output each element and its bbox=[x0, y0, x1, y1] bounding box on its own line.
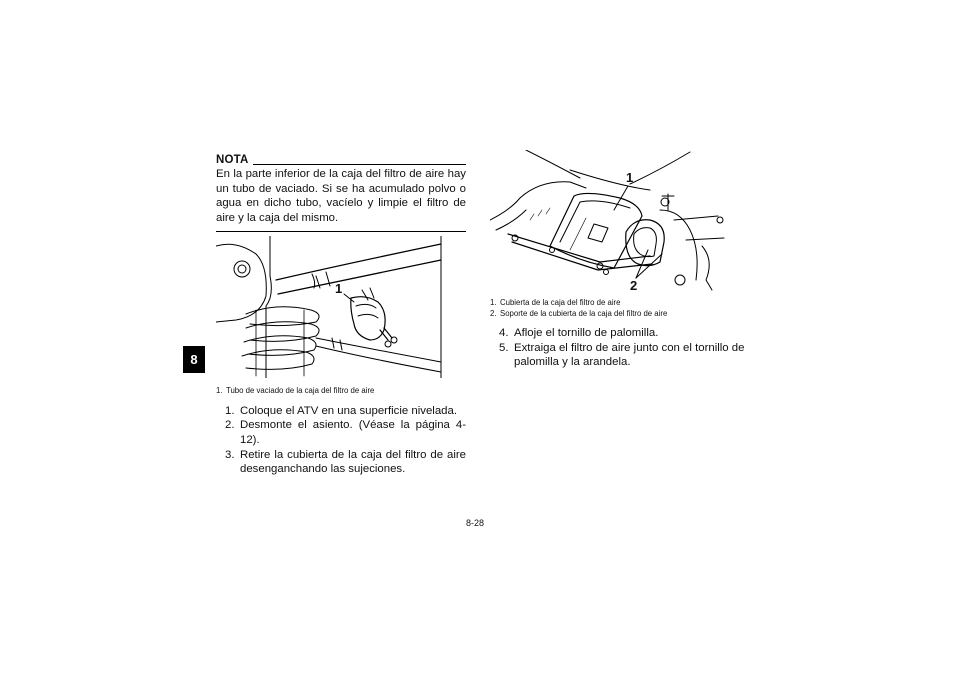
right-column bbox=[490, 150, 750, 370]
note-rule bbox=[253, 164, 466, 165]
note-label: NOTA bbox=[216, 154, 249, 166]
caption-item: 2. Soporte de la cubierta de la caja del filtro de aire bbox=[490, 309, 668, 318]
steps-list-left bbox=[216, 404, 466, 477]
figure-right-captions bbox=[490, 297, 750, 319]
page-number: 8-28 bbox=[466, 518, 485, 528]
caption-item: 1. Tubo de vaciado de la caja del filtro de aire bbox=[216, 385, 375, 395]
callout-1: 1 bbox=[626, 170, 634, 185]
steps-list-right bbox=[490, 326, 745, 370]
step-item: 1. Coloque el ATV en una superficie nivelada. bbox=[225, 404, 457, 417]
chapter-tab: 8 bbox=[183, 346, 205, 373]
drain-tube-illustration bbox=[216, 236, 466, 378]
left-column bbox=[216, 152, 466, 477]
note-header bbox=[216, 152, 466, 166]
step-item: 2. Desmonte el asiento. (Véase la página 4-12). bbox=[225, 419, 466, 446]
note-text: En la parte inferior de la caja del filtro de aire hay un tubo de vaciado. Si se ha acumulado polvo o agua en dicho tubo, vacíelo y limpie el filtro de aire y la caja del mismo. bbox=[216, 168, 466, 225]
step-item: 5. Extraiga el filtro de aire junto con el tornillo de palomilla y la arandela. bbox=[499, 341, 745, 369]
step-item: 3. Retire la cubierta de la caja del filtro de aire desenganchando las sujeciones. bbox=[225, 448, 466, 476]
air-filter-case-illustration bbox=[490, 150, 725, 293]
figure-left-captions bbox=[216, 385, 466, 396]
callout-1: 1 bbox=[335, 280, 343, 296]
callout-2: 2 bbox=[630, 278, 638, 293]
step-item: 4. Afloje el tornillo de palomilla. bbox=[499, 327, 659, 339]
note-end-rule bbox=[216, 231, 466, 232]
caption-item: 1. Cubierta de la caja del filtro de aire bbox=[490, 298, 621, 307]
